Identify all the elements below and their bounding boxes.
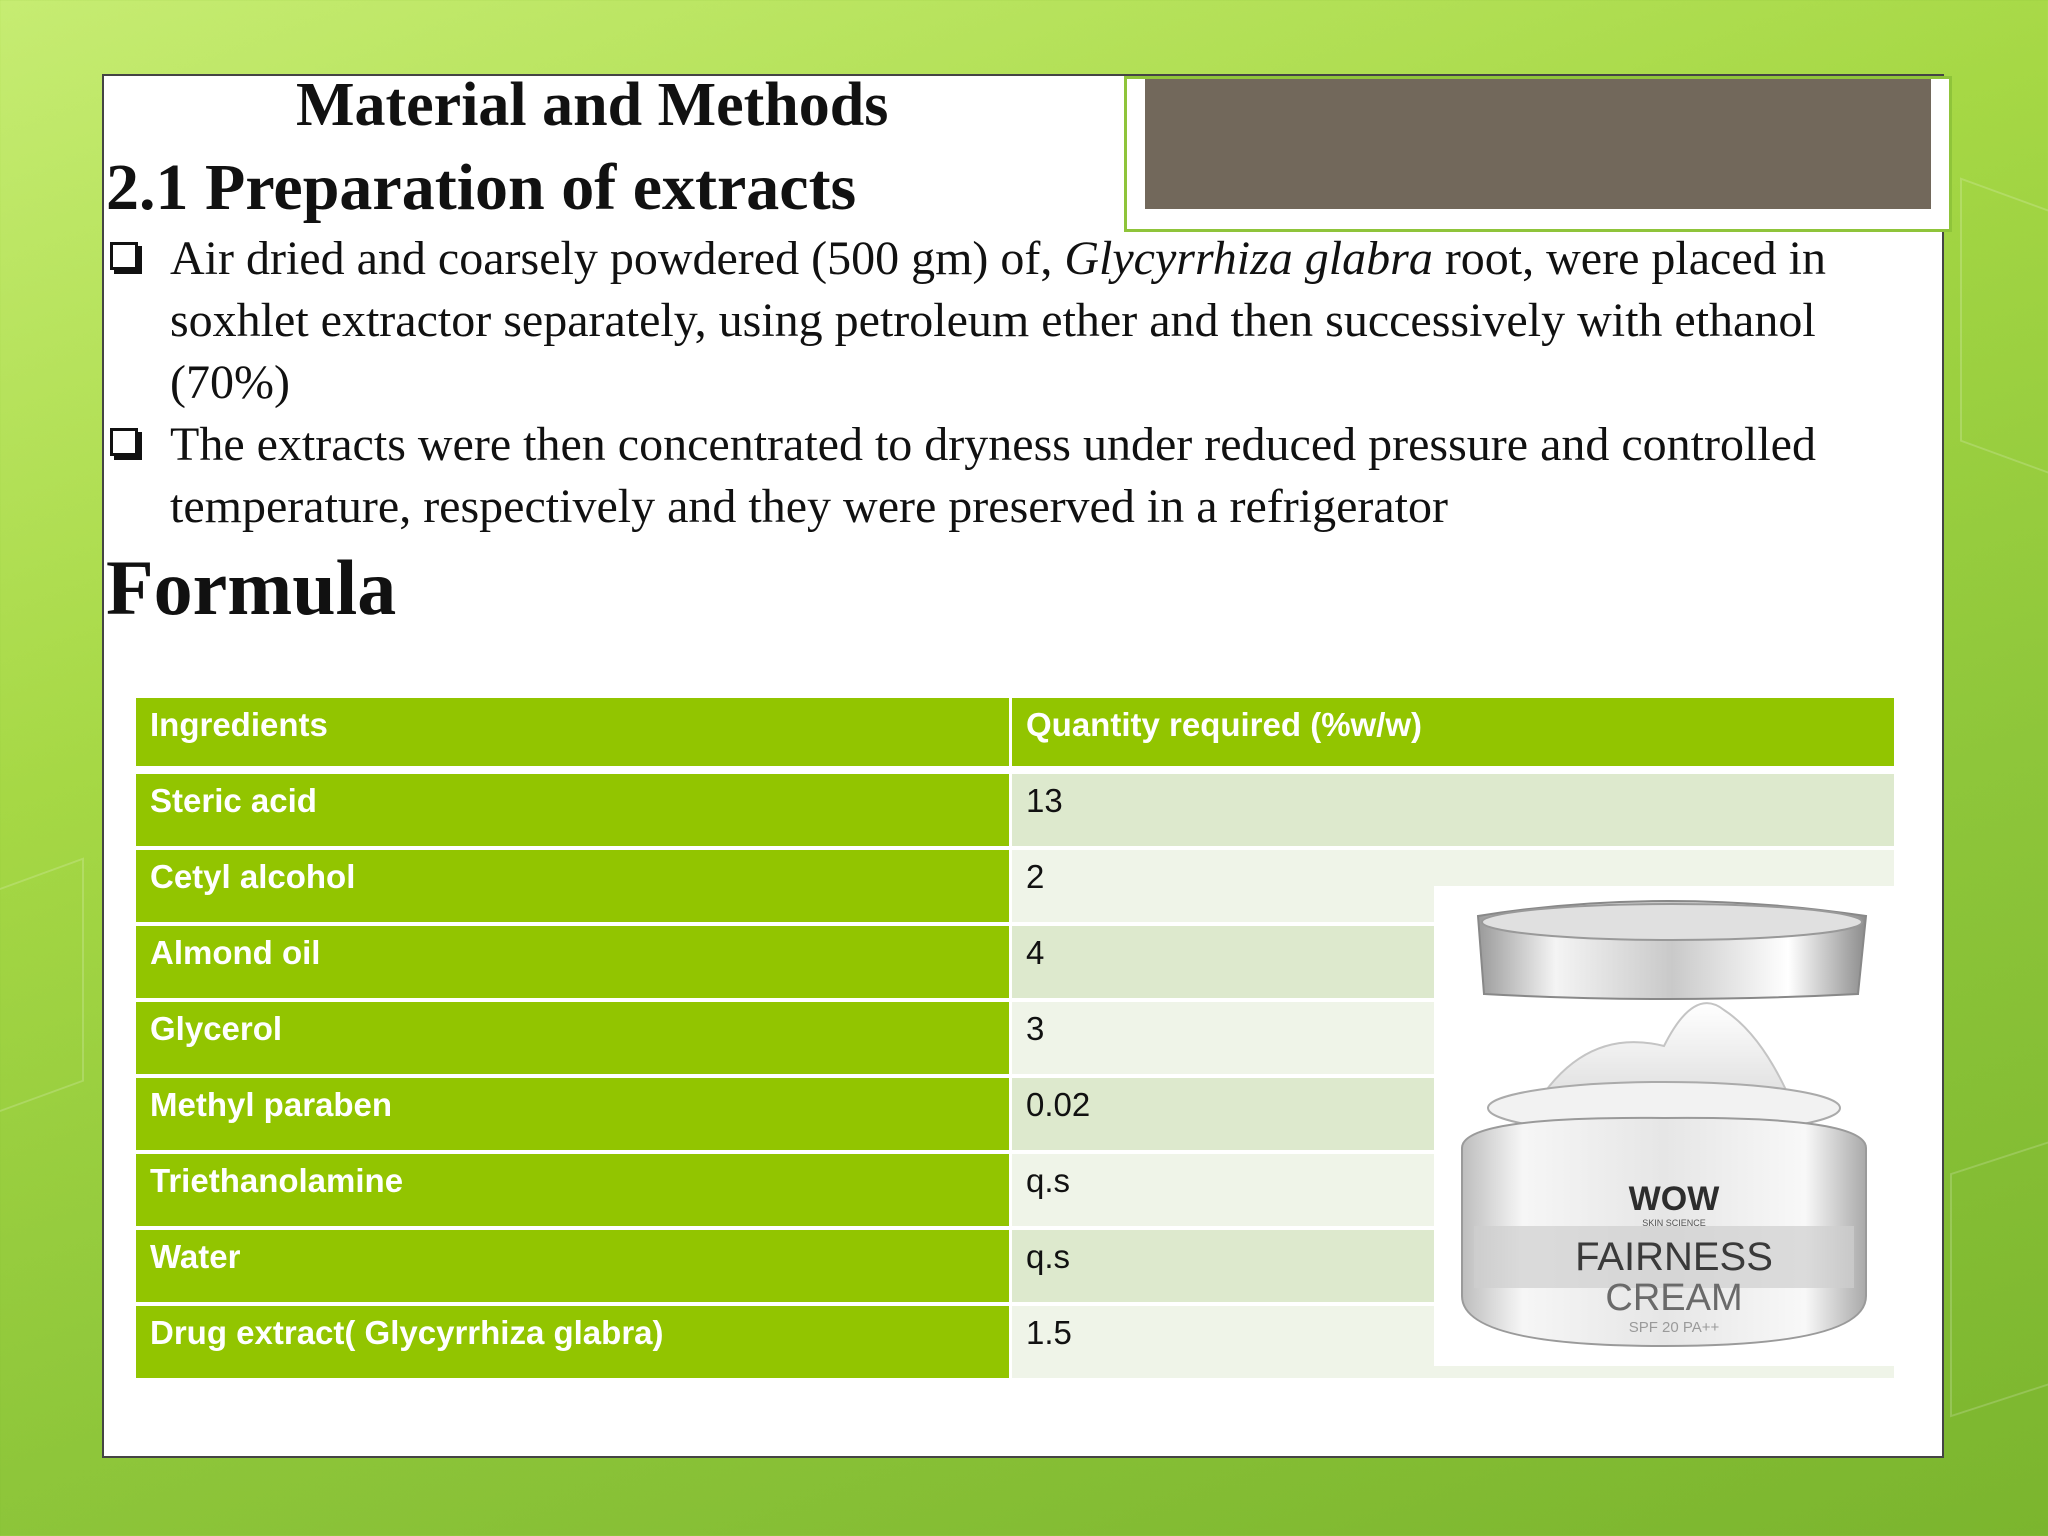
quantity-cell: 4	[1012, 926, 1894, 1002]
product-image-cream-jar	[1434, 886, 1894, 1366]
table-row	[136, 774, 1894, 850]
ingredient-cell: Drug extract( Glycyrrhiza glabra)	[136, 1306, 1012, 1382]
ingredient-cell: Triethanolamine	[136, 1154, 1012, 1230]
slide-title: Material and Methods	[296, 71, 889, 139]
ingredient-cell: Water	[136, 1230, 1012, 1306]
cream-jar-illustration	[1434, 886, 1894, 1366]
bullet-list	[106, 228, 1906, 538]
title-placeholder-fill	[1145, 79, 1931, 209]
bullet-text: root, were placed in soxhlet extractor separately, using petroleum ether and then successively with ethanol (70%)	[170, 232, 1826, 409]
quantity-cell: q.s	[1012, 1230, 1894, 1306]
background-decoration	[1950, 1127, 2048, 1418]
quantity-cell: q.s	[1012, 1154, 1894, 1230]
ingredient-cell: Almond oil	[136, 926, 1012, 1002]
checkbox-bullet-icon	[110, 242, 138, 270]
bullet-text: Air dried and coarsely powdered (500 gm) of,	[170, 232, 1065, 285]
bullet-item	[106, 228, 1906, 414]
ingredient-cell: Glycerol	[136, 1002, 1012, 1078]
quantity-cell: 1.5	[1012, 1306, 1894, 1382]
product-spf-label: SPF 20 PA++	[1628, 1319, 1720, 1336]
product-name-line1: FAIRNESS	[1575, 1235, 1773, 1279]
background-decoration	[1960, 177, 2048, 486]
section-heading: 2.1 Preparation of extracts	[106, 151, 857, 224]
ingredient-cell: Cetyl alcohol	[136, 850, 1012, 926]
bullet-italic-text: Glycyrrhiza glabra	[1064, 232, 1433, 285]
quantity-cell: 3	[1012, 1002, 1894, 1078]
background-decoration	[0, 857, 84, 1126]
quantity-cell: 13	[1012, 774, 1894, 850]
table-header-row	[136, 698, 1894, 774]
table-header-quantity: Quantity required (%w/w)	[1012, 698, 1894, 774]
table-header-ingredients: Ingredients	[136, 698, 1012, 774]
ingredient-cell: Methyl paraben	[136, 1078, 1012, 1154]
title-placeholder-box	[1124, 76, 1952, 232]
quantity-cell: 2	[1012, 850, 1894, 926]
product-brand-logo: WOW	[1628, 1180, 1720, 1218]
ingredient-cell: Steric acid	[136, 774, 1012, 850]
formula-heading: Formula	[106, 544, 397, 631]
quantity-cell: 0.02	[1012, 1078, 1894, 1154]
product-brand-subtitle: SKIN SCIENCE	[1642, 1218, 1706, 1228]
product-name-line2: CREAM	[1605, 1277, 1743, 1319]
bullet-item	[106, 414, 1906, 538]
bullet-text: The extracts were then concentrated to dryness under reduced pressure and controlled temperature, respectively and they were preserved in a refrigerator	[170, 418, 1816, 533]
checkbox-bullet-icon	[110, 428, 138, 456]
